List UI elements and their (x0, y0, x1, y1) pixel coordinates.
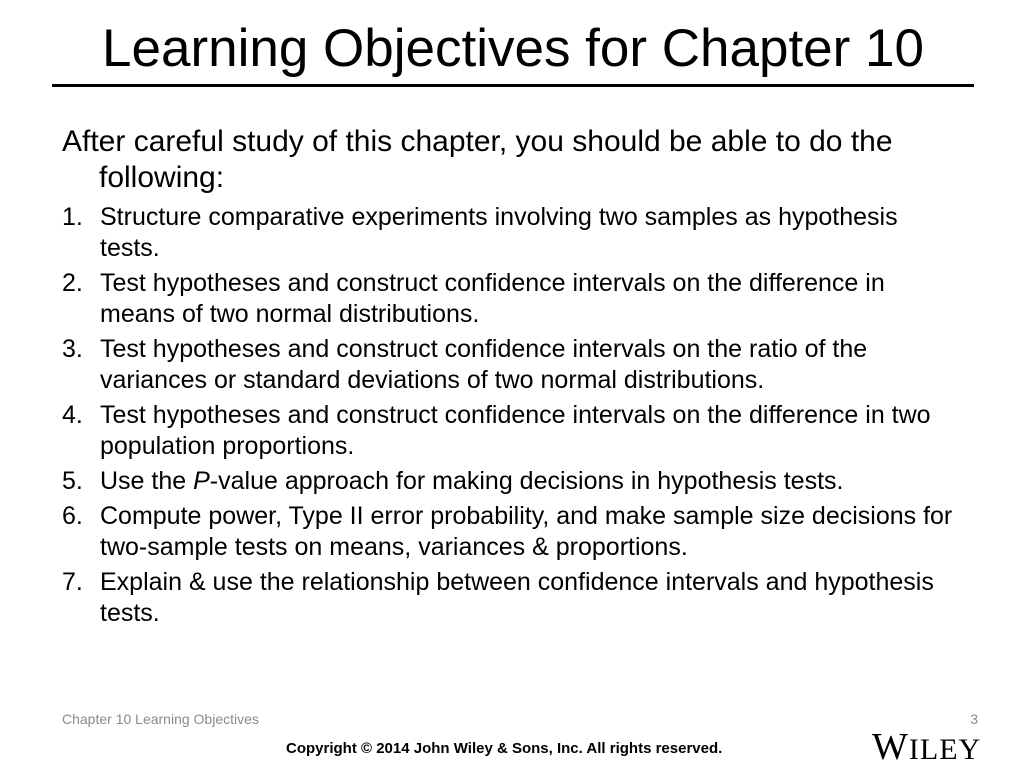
objectives-list (62, 202, 962, 633)
objective-number: 7. (62, 568, 83, 596)
footer-page-number: 3 (970, 711, 978, 727)
intro-text: After careful study of this chapter, you should be able to do the following: (62, 125, 893, 194)
objective-item (62, 334, 962, 396)
objective-item (62, 202, 962, 264)
objective-text: Test hypotheses and construct confidence intervals on the difference in means of two normal distributions. (100, 269, 885, 328)
slide-title: Learning Objectives for Chapter 10 (102, 19, 924, 78)
objective-item (62, 501, 962, 563)
objective-text: Explain & use the relationship between confidence intervals and hypothesis tests. (100, 568, 934, 627)
objective-text-after: -value approach for making decisions in hypothesis tests. (209, 467, 844, 495)
objective-text: Test hypotheses and construct confidence intervals on the difference in two population proportions. (100, 401, 931, 460)
objective-item (62, 567, 962, 629)
objective-number: 6. (62, 502, 83, 530)
objective-item (62, 400, 962, 462)
title-underline (52, 84, 974, 87)
objective-text (100, 467, 843, 495)
objective-item (62, 466, 962, 497)
footer-chapter-label: Chapter 10 Learning Objectives (62, 711, 259, 727)
objective-number: 5. (62, 467, 83, 495)
wiley-logo (872, 727, 981, 770)
objective-number: 4. (62, 401, 83, 429)
objective-text-italic: P (193, 467, 210, 495)
objective-item (62, 268, 962, 330)
objective-number: 3. (62, 335, 83, 363)
objective-text: Structure comparative experiments involving two samples as hypothesis tests. (100, 203, 898, 262)
objective-text-before: Use the (100, 467, 194, 495)
objective-number: 1. (62, 203, 83, 231)
objective-text: Compute power, Type II error probability, and make sample size decisions for two-sample tests on means, variances & proportions. (100, 502, 953, 561)
footer-copyright: Copyright © 2014 John Wiley & Sons, Inc. All rights reserved. (286, 740, 723, 757)
objective-number: 2. (62, 269, 83, 297)
logo-rest: ILEY (908, 733, 982, 766)
logo-first-letter: W (872, 726, 909, 768)
objective-text: Test hypotheses and construct confidence intervals on the ratio of the variances or standard deviations of two normal distributions. (100, 335, 868, 394)
